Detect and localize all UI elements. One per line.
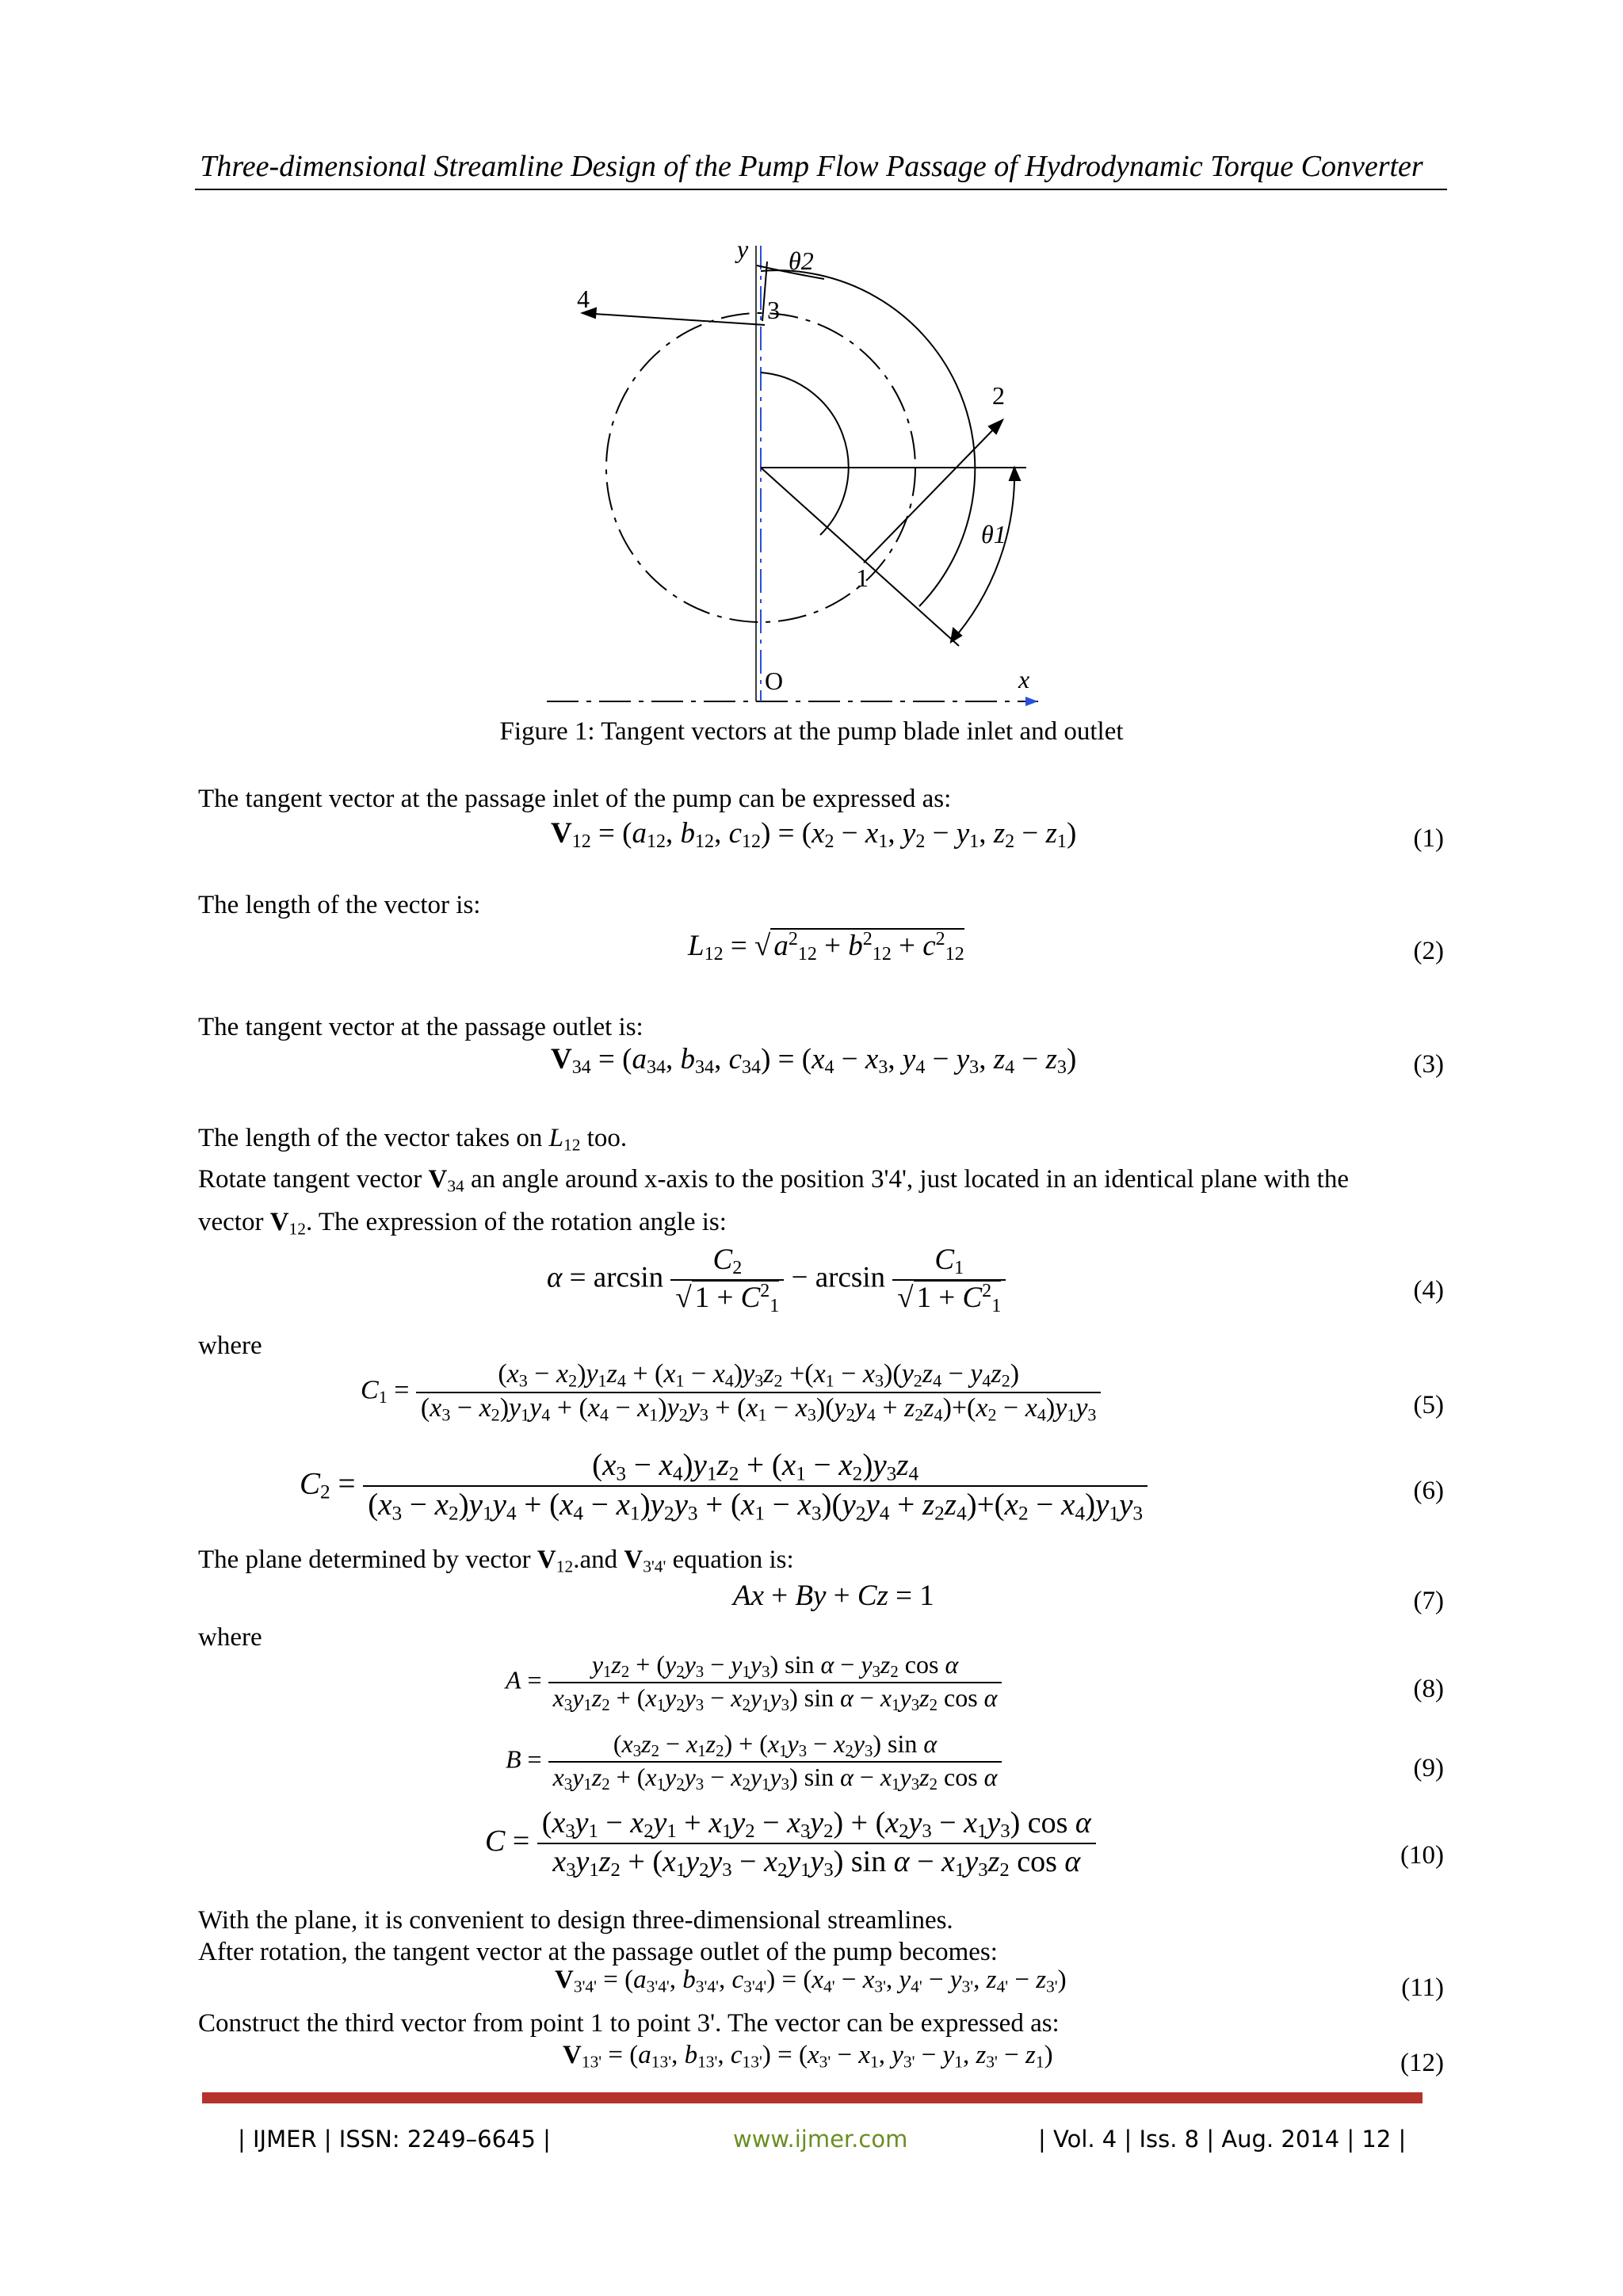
equation-number: (11) [1401, 1973, 1444, 2002]
inner-blade-arc [761, 372, 849, 535]
running-header: Three-dimensional Streamline Design of the Pump Flow Passage of Hydrodynamic Torque Converter [200, 150, 1423, 183]
equation-5: $C_1$ = $(x_3 - x_2)y_1z_4 + (x_1 - x_4)y_3z_2 +(x_1 - x_3)(y_2z_4 - y_4z_2)$ $(x_3 - x_2)y_1y_4 + (x_4 - x_1)y_2y_3 + (x_1 - x_3)(y_2y_4 + z_2z_4)+(x_2 - x_4)y_1y_3$ [361, 1359, 1101, 1425]
paragraph: Rotate tangent vector $V_{34}$ an angle around x-axis to the position 3'4', just located in an identical plane with the [198, 1165, 1349, 1196]
figure-caption: Figure 1: Tangent vectors at the pump blade inlet and outlet [499, 717, 1124, 746]
paragraph: With the plane, it is convenient to design three-dimensional streamlines. [198, 1906, 953, 1935]
paragraph: After rotation, the tangent vector at the passage outlet of the pump becomes: [198, 1938, 998, 1966]
equation-number: (4) [1413, 1276, 1444, 1305]
equation-1: $V_{12} = (a_{12}$, $b_{12}$, $c_{12}) = (x_2 - x_1$, $y_2 - y_1$, $z_2 - z_1$) [551, 817, 1077, 852]
equation-number: (8) [1413, 1675, 1444, 1703]
equation-6: $C_2$ = $(x_3 - x_4)y_1z_2 + (x_1 - x_2)y_3z_4$ $(x_3 - x_2)y_1y_4 + (x_4 - x_1)y_2y_3 + (x_1 - x_3)(y_2y_4 + z_2z_4)+(x_2 - x_4)y_1y_3$ [300, 1447, 1148, 1526]
paragraph: The tangent vector at the passage inlet of the pump can be expressed as: [198, 785, 952, 813]
paragraph: Construct the third vector from point 1 to point 3'. The vector can be expressed as: [198, 2009, 1060, 2038]
equation-number: (3) [1413, 1050, 1444, 1079]
figure-1-diagram [507, 230, 1062, 721]
equation-12: $V_{13'} = (a_{13'}$, $b_{13'}$, $c_{13'}) = (x_{3'} - x_1$, $y_{3'} - y_1$, $z_{3'} - z_1$) [563, 2041, 1053, 2072]
paragraph: The length of the vector takes on $L_{12}$ too. [198, 1124, 628, 1155]
equation-3: $V_{34} = (a_{34}$, $b_{34}$, $c_{34}) = (x_4 - x_3$, $y_4 - y_3$, $z_4 - z_3$) [551, 1043, 1077, 1078]
paragraph: The plane determined by vector $V_{12}.and$ $V_{3'4'}$ equation is: [198, 1545, 794, 1576]
outer-arc [761, 270, 975, 606]
label-point-4: 4 [577, 285, 590, 313]
theta1-arc [951, 468, 1014, 642]
label-origin: O [765, 667, 784, 695]
header-rule [195, 189, 1447, 190]
equation-11: $V_{3'4'} = (a_{3'4'}$, $b_{3'4'}$, $c_{3'4'}) = (x_{4'} - x_{3'}$, $y_{4'} - y_{3'}$, $z_{4'} - z_{3'}$) [555, 1966, 1067, 1996]
label-point-2: 2 [992, 381, 1005, 410]
equation-number: (7) [1413, 1587, 1444, 1615]
equation-number: (5) [1413, 1391, 1444, 1419]
equation-10: C = $\frac{(x_3y_1 - x_2y_1 + x_1y_2 - x_3y_2) + (x_2y_3 - x_1y_3) \cos \alpha}{x_3y_1z_2 + (x_1y_2y_3 - x_2y_1y_3) \sin \alpha - x_1y_3z_2 \cos \alpha}$ [485, 1805, 1096, 1881]
footer-rule [202, 2092, 1423, 2103]
equation-2: $L_{12}$ = √ $a^2_{12} + b^2_{12} + c^2_{12}$ [688, 929, 964, 965]
equation-9: B = $\frac{(x_3z_2 - x_1z_2) + (x_1y_3 - x_2y_3) \sin \alpha}{x_3y_1z_2 + (x_1y_2y_3 - x_2y_1y_3) \sin \alpha - x_1y_3z_2 \cos \alpha}$ [506, 1729, 1002, 1794]
footer-url-link[interactable]: www.ijmer.com [733, 2126, 908, 2153]
footer-journal: | IJMER | ISSN: 2249–6645 | [238, 2126, 551, 2153]
equation-number: (12) [1400, 2049, 1444, 2077]
label-theta1: θ1 [981, 520, 1006, 548]
equation-number: (10) [1400, 1841, 1444, 1870]
label-theta2: θ2 [789, 246, 814, 275]
equation-number: (9) [1413, 1754, 1444, 1782]
footer-issue: | Vol. 4 | Iss. 8 | Aug. 2014 | 12 | [1038, 2126, 1407, 2153]
equation-number: (6) [1413, 1477, 1444, 1505]
equation-number: (2) [1413, 937, 1444, 965]
equation-8: A = $\frac{y_1z_2 + (y_2y_3 - y_1y_3) \sin \alpha - y_3z_2 \cos \alpha}{x_3y_1z_2 + (x_1y_2y_3 - x_2y_1y_3) \sin \alpha - x_1y_3z_2 \cos \alpha}$ [506, 1650, 1002, 1715]
equation-number: (1) [1413, 824, 1444, 853]
paragraph: The tangent vector at the passage outlet is: [198, 1013, 643, 1041]
paragraph: The length of the vector is: [198, 891, 481, 919]
x-arrowhead [1025, 697, 1038, 706]
paragraph: where [198, 1331, 262, 1360]
paragraph: vector $V_{12}$. The expression of the rotation angle is: [198, 1208, 727, 1239]
label-x: x [1018, 665, 1030, 693]
theta1-arrow-top [1010, 468, 1020, 480]
equation-7: Ax + By + Cz = 1 [733, 1580, 934, 1612]
label-point-1: 1 [856, 563, 869, 592]
paragraph: where [198, 1623, 262, 1652]
label-y: y [737, 235, 749, 263]
label-point-3: 3 [767, 296, 780, 324]
equation-4: α = arcsin $\frac{C_2}{√ 1 + C^2_1}$ − arcsin $\frac{C_1}{√ 1 + C^2_1}$ [547, 1243, 1006, 1317]
